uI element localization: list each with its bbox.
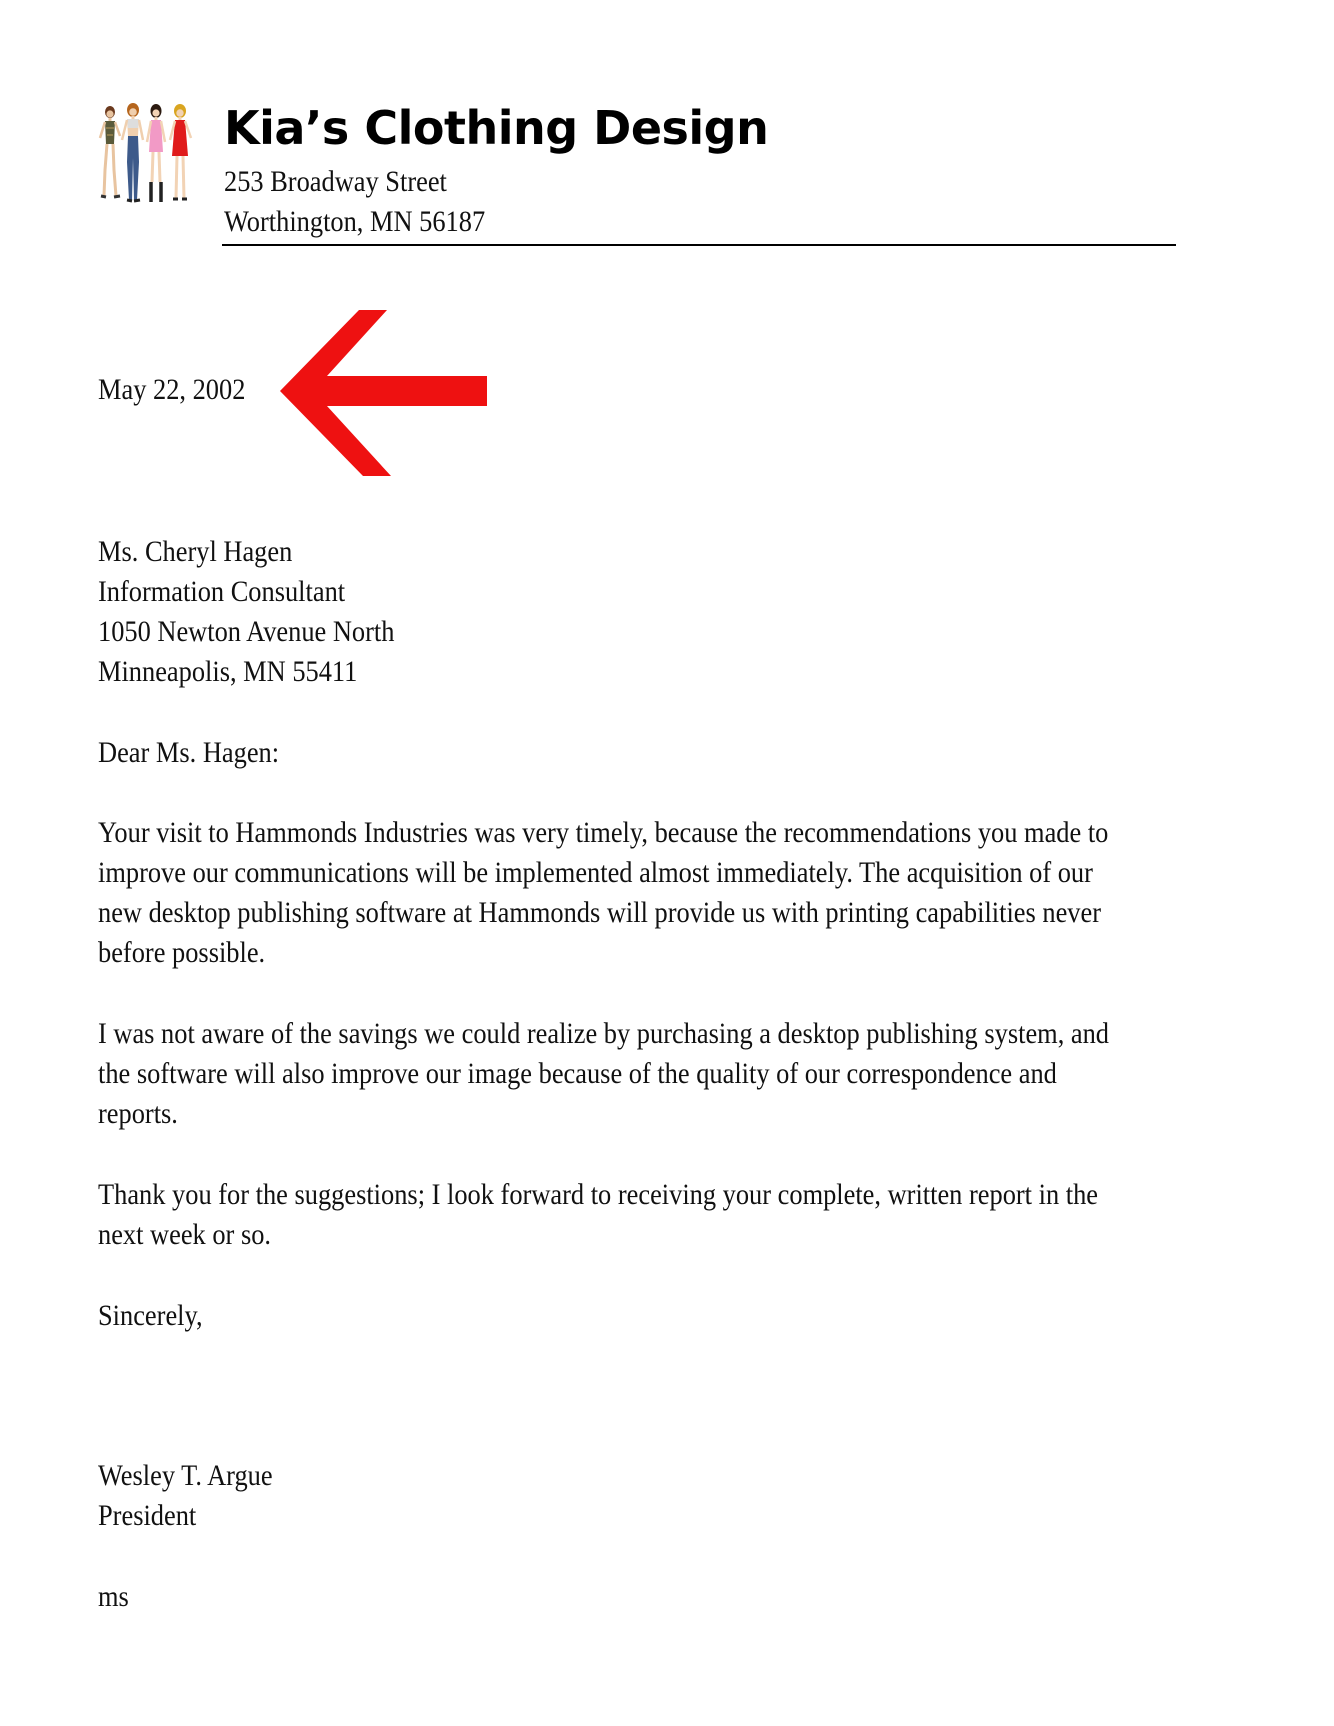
salutation: Dear Ms. Hagen: (98, 736, 280, 769)
paragraph-3-line-2: next week or so. (98, 1218, 272, 1251)
letter-date: May 22, 2002 (98, 373, 246, 406)
paragraph-2-line-1: I was not aware of the savings we could realize by purchasing a desktop publishing system, and (98, 1017, 1110, 1050)
company-name: Kia’s Clothing Design (224, 101, 769, 155)
recipient-title: Information Consultant (98, 575, 346, 608)
red-arrow-left-icon (280, 310, 490, 476)
paragraph-1-line-2: improve our communications will be implemented almost immediately. The acquisition of our (98, 856, 1093, 889)
closing: Sincerely, (98, 1299, 203, 1332)
header-divider (222, 244, 1176, 246)
paragraph-2-line-3: reports. (98, 1097, 178, 1130)
company-street: 253 Broadway Street (224, 165, 447, 198)
signer-name: Wesley T. Argue (98, 1459, 273, 1492)
recipient-street: 1050 Newton Avenue North (98, 615, 395, 648)
paragraph-1-line-4: before possible. (98, 936, 266, 969)
recipient-name: Ms. Cheryl Hagen (98, 535, 293, 568)
paragraph-1-line-3: new desktop publishing software at Hammonds will provide us with printing capabilities never (98, 896, 1102, 929)
recipient-city: Minneapolis, MN 55411 (98, 655, 358, 688)
company-city: Worthington, MN 56187 (224, 205, 486, 238)
fashion-models-icon (96, 102, 200, 224)
paragraph-3-line-1: Thank you for the suggestions; I look forward to receiving your complete, written report in the (98, 1178, 1099, 1211)
signer-title: President (98, 1499, 197, 1532)
paragraph-1-line-1: Your visit to Hammonds Industries was very timely, because the recommendations you made to (98, 816, 1109, 849)
paragraph-2-line-2: the software will also improve our image because of the quality of our correspondence and (98, 1057, 1057, 1090)
reference-initials: ms (98, 1580, 129, 1613)
